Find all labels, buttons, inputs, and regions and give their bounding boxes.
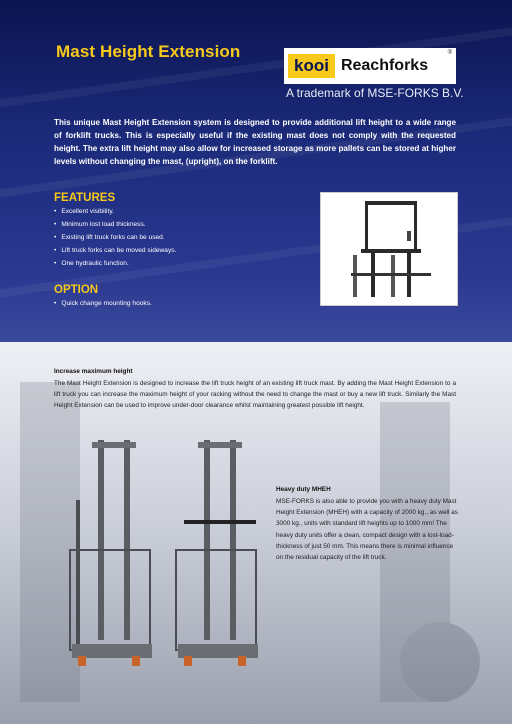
increase-paragraph: The Mast Height Extension is designed to increase the lift truck height of an existing lift truck mast. By adding the Mast Height Extension to a lift truck you can increase the maximum height of your racking without the need to change the mast or buy a new lift truck. Similarly the Mast Height Extension can be used to improve under-door clearance whilst maintaining greatest possible lift height. [54,380,456,410]
option-heading: OPTION [54,284,99,296]
truck-standard-image [62,430,162,675]
option-list [54,297,152,310]
intro-paragraph: This unique Mast Height Extension system is designed to provide additional lift height to a wide range of forklift trucks. This is especially useful if the existing mast does not comply with the requested height. The extra lift height may also allow for increased storage as more pallets can be stored at higher levels without changing the mast, (upright), on the forklift. [54,118,456,166]
logo-registered: ® [447,50,452,56]
trademark-line: A trademark of MSE-FORKS B.V. [286,86,464,100]
feature-item: • Excellent visibility. [54,205,176,218]
page-title: Mast Height Extension [56,42,241,61]
logo-brand: Reachforks [340,57,429,74]
features-list [54,205,176,270]
feature-item: • Minimum lost load thickness. [54,218,176,231]
feature-item: • Lift truck forks can be moved sideways. [54,244,176,257]
features-heading: FEATURES [54,192,116,204]
heavy-duty-heading: Heavy duty MHEH [276,486,331,493]
logo-kooi: kooi [288,54,335,78]
feature-item: • One hydraulic function. [54,257,176,270]
heavy-duty-paragraph: MSE-FORKS is also able to provide you with a heavy duty Mast Height Extension (MHEH) with a capacity of 2000 kg., as well as 3000 kg., units with standard lift heights up to 1000 mm! The heavy duty units offer a clean, compact design with a lost-load-thickness of just 50 mm. This means there is minimal influence on the residual capacity of the lift truck. [276,498,458,562]
kooi-reachforks-logo [284,48,456,84]
truck-extended-image [168,430,268,675]
feature-item: • Existing lift truck forks can be used. [54,231,176,244]
mast-extension-photo [320,192,458,306]
option-item: • Quick change mounting hooks. [54,297,152,310]
increase-heading: Increase maximum height [54,368,133,375]
